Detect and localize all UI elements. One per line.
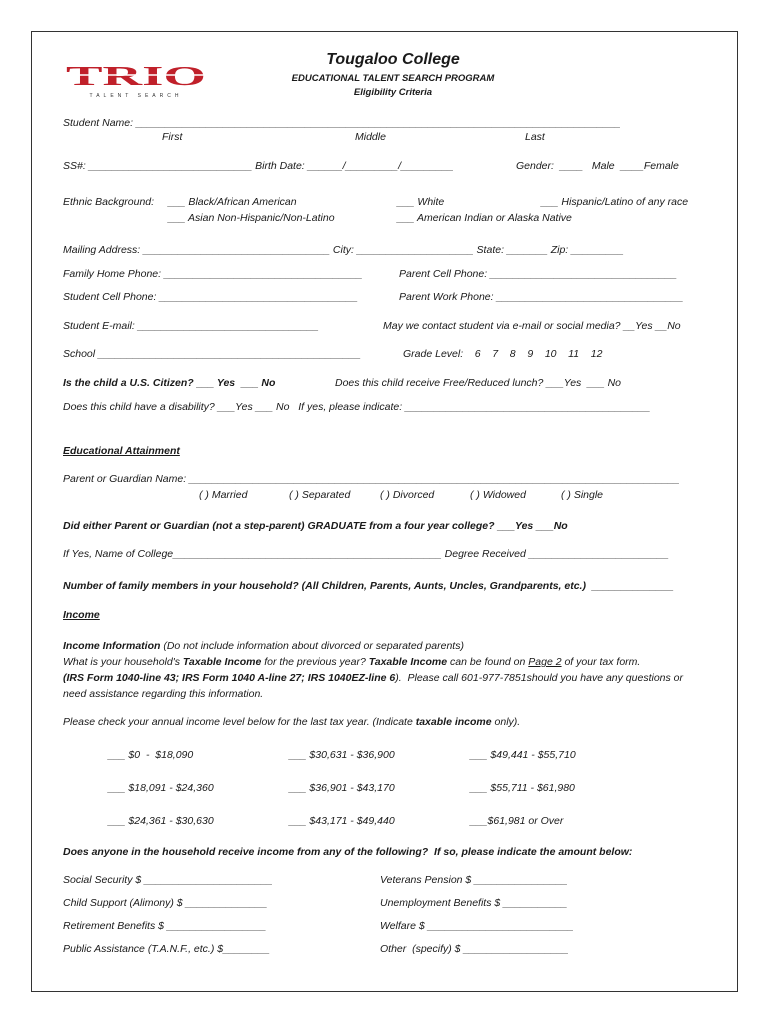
first-label: First bbox=[162, 131, 183, 143]
ethnic-white-option[interactable]: ___ White bbox=[397, 196, 445, 208]
college-title: Tougaloo College bbox=[326, 51, 460, 68]
ethnic-hispanic-option[interactable]: ___ Hispanic/Latino of any race bbox=[541, 196, 689, 208]
logo-subtext: TALENT SEARCH bbox=[89, 93, 183, 99]
ethnic-black-option[interactable]: ___ Black/African American bbox=[168, 196, 297, 208]
family-phone-field[interactable]: Family Home Phone: __________________________________ bbox=[63, 268, 363, 280]
form-subtitle: Eligibility Criteria bbox=[353, 87, 433, 98]
income-range-option[interactable]: ___ $0 - $18,090 bbox=[108, 749, 194, 761]
taxable-income-text: What is your household's Taxable Income for the previous year? Taxable Income can be found on Page 2 of your tax form. bbox=[63, 656, 641, 668]
social-security-field[interactable]: Social Security $ ______________________ bbox=[63, 874, 273, 886]
income-range-option[interactable]: ___ $49,441 - $55,710 bbox=[470, 749, 576, 761]
student-email-field[interactable]: Student E-mail: _______________________________ bbox=[63, 320, 319, 332]
citizen-question[interactable]: Is the child a U.S. Citizen? ___ Yes ___ No bbox=[63, 377, 276, 389]
ss-birthdate-field[interactable]: SS#: ____________________________ Birth Date: ______/_________/_________ bbox=[63, 160, 454, 172]
college-name-field[interactable]: If Yes, Name of College______________________________________________ Degree Received ________________________ bbox=[63, 548, 669, 560]
school-field[interactable]: School _____________________________________________ bbox=[63, 348, 361, 360]
ethnic-label: Ethnic Background: bbox=[63, 196, 155, 208]
welfare-field[interactable]: Welfare $ _________________________ bbox=[380, 920, 574, 932]
status-divorced[interactable]: ( ) Divorced bbox=[380, 489, 435, 501]
ethnic-native-option[interactable]: ___ American Indian or Alaska Native bbox=[397, 212, 572, 224]
other-income-field[interactable]: Other (specify) $ __________________ bbox=[380, 943, 569, 955]
family-members-question[interactable]: Number of family members in your household? (All Children, Parents, Aunts, Uncles, Grandparents, etc.) ______________ bbox=[63, 580, 674, 592]
ethnic-asian-option[interactable]: ___ Asian Non-Hispanic/Non-Latino bbox=[168, 212, 335, 224]
parent-work-field[interactable]: Parent Work Phone: ________________________________ bbox=[399, 291, 684, 303]
education-heading: Educational Attainment bbox=[63, 445, 180, 457]
status-widowed[interactable]: ( ) Widowed bbox=[470, 489, 526, 501]
public-assistance-field[interactable]: Public Assistance (T.A.N.F., etc.) $________ bbox=[63, 943, 270, 955]
income-range-option[interactable]: ___ $55,711 - $61,980 bbox=[470, 782, 575, 794]
income-range-option[interactable]: ___ $30,631 - $36,900 bbox=[289, 749, 395, 761]
guardian-name-field[interactable]: Parent or Guardian Name: ____________________________________________________________________________________ bbox=[63, 473, 680, 485]
mailing-address-field[interactable]: Mailing Address: ________________________________ City: ____________________ State: _______ Zip: _________ bbox=[63, 244, 624, 256]
income-range-option[interactable]: ___$61,981 or Over bbox=[470, 815, 564, 827]
income-range-option[interactable]: ___ $24,361 - $30,630 bbox=[108, 815, 214, 827]
parent-cell-field[interactable]: Parent Cell Phone: ________________________________ bbox=[399, 268, 677, 280]
disability-question[interactable]: Does this child have a disability? ___Yes ___ No If yes, please indicate: __________________________________________ bbox=[63, 401, 651, 413]
gender-field[interactable]: Gender: ____ Male ____Female bbox=[516, 160, 679, 172]
veterans-pension-field[interactable]: Veterans Pension $ ________________ bbox=[380, 874, 568, 886]
middle-label: Middle bbox=[355, 131, 386, 143]
income-sources-question: Does anyone in the household receive income from any of the following? If so, please indicate the amount below: bbox=[63, 846, 633, 858]
irs-forms-text: (IRS Form 1040-line 43; IRS Form 1040 A-line 27; IRS 1040EZ-line 6). Please call 601-977-7851should you have any questions or bbox=[63, 672, 684, 684]
income-range-option[interactable]: ___ $18,091 - $24,360 bbox=[108, 782, 214, 794]
student-name-field[interactable]: Student Name: ___________________________________________________________________________________ bbox=[63, 117, 621, 129]
contact-permission[interactable]: May we contact student via e-mail or social media? __Yes __No bbox=[383, 320, 681, 332]
program-title: EDUCATIONAL TALENT SEARCH PROGRAM bbox=[291, 73, 495, 84]
lunch-question[interactable]: Does this child receive Free/Reduced lunch? ___Yes ___ No bbox=[335, 377, 622, 389]
income-range-option[interactable]: ___ $36,901 - $43,170 bbox=[289, 782, 395, 794]
assistance-text: need assistance regarding this information. bbox=[63, 688, 264, 700]
logo-text: TRIO bbox=[66, 64, 207, 91]
unemployment-field[interactable]: Unemployment Benefits $ ___________ bbox=[380, 897, 568, 909]
income-info: Income Information (Do not include information about divorced or separated parents) bbox=[63, 640, 464, 652]
status-separated[interactable]: ( ) Separated bbox=[289, 489, 351, 501]
status-married[interactable]: ( ) Married bbox=[199, 489, 248, 501]
graduate-question[interactable]: Did either Parent or Guardian (not a step-parent) GRADUATE from a four year college? ___Yes ___No bbox=[63, 520, 568, 532]
income-range-option[interactable]: ___ $43,171 - $49,440 bbox=[289, 815, 395, 827]
last-label: Last bbox=[525, 131, 545, 143]
check-income-instruction: Please check your annual income level below for the last tax year. (Indicate taxable income only). bbox=[63, 716, 521, 728]
student-cell-field[interactable]: Student Cell Phone: __________________________________ bbox=[63, 291, 358, 303]
status-single[interactable]: ( ) Single bbox=[561, 489, 604, 501]
child-support-field[interactable]: Child Support (Alimony) $ ______________ bbox=[63, 897, 268, 909]
retirement-field[interactable]: Retirement Benefits $ _________________ bbox=[63, 920, 267, 932]
grade-level[interactable]: Grade Level: 6 7 8 9 10 11 12 bbox=[403, 348, 603, 360]
income-heading: Income bbox=[63, 609, 100, 621]
